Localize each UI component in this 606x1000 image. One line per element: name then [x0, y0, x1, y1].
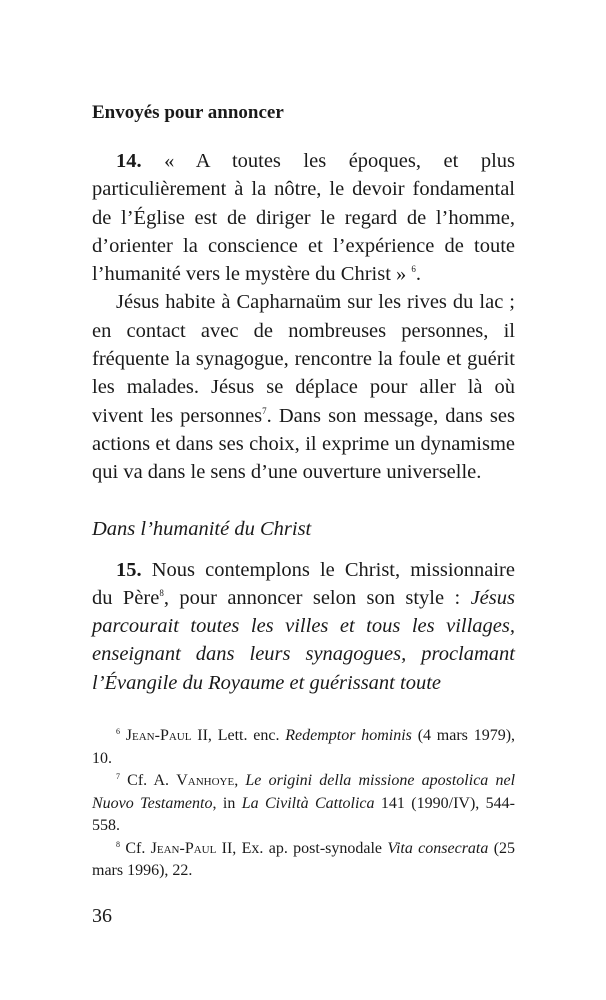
- page-number: 36: [92, 905, 112, 927]
- footnote-title: Le origini della missione apostolica nel Nuovo Testamento: [92, 772, 516, 812]
- footnote-text: ,: [234, 772, 246, 790]
- paragraph-text: . Dans son message, dans ses actions et dans ses choix, il exprime un dynamisme qui va dans le sens d’une ouverture universelle.: [92, 404, 515, 484]
- footnote-text: (4 mars 1979), 10.: [92, 727, 516, 767]
- gospel-quote: Jésus parcourait toutes les villes et tous les villages, enseignant dans leurs synagogues, proclamant l’Évangile du Royaume et guérissant toute: [92, 586, 515, 694]
- footnote-mark: 7: [116, 772, 120, 782]
- footnote-text: Cf. A.: [120, 772, 177, 790]
- footnote-text: II, Lett. enc.: [191, 727, 286, 745]
- paragraph-text: .: [415, 263, 422, 286]
- footnote-reference[interactable]: 8: [159, 587, 164, 598]
- page-content: [92, 99, 515, 883]
- footnote-8: [92, 838, 515, 883]
- footnote-title: Redemptor hominis: [285, 727, 412, 745]
- footnote-author: Jean-Paul: [125, 727, 192, 745]
- footnote-7: [92, 770, 515, 838]
- paragraph-14-continued: [92, 288, 515, 486]
- subheading: Dans l’humanité du Christ: [92, 517, 312, 540]
- paragraph-text: « A toutes les époques, et plus particulièrement à la nôtre, le devoir fondamental de l’Église est de diriger le regard de l’homme, d’orienter la conscience et l’expérience de toute l’humanité vers le mystère du Christ »: [92, 150, 515, 286]
- footnote-6: [92, 725, 515, 770]
- paragraph-text: Nous contemplons le Christ, missionnaire du Père: [92, 558, 515, 609]
- footnote-text: , in: [212, 794, 242, 812]
- footnote-text: (25 mars 1996), 22.: [92, 839, 516, 880]
- footnote-journal: La Civiltà Cattolica: [241, 794, 375, 812]
- footnote-title: Vita consecrata: [387, 839, 489, 857]
- footnote-mark: 8: [116, 839, 120, 849]
- paragraph-15: [92, 556, 515, 697]
- paragraph-text: Jésus habite à Capharnaüm sur les rives du lac ; en contact avec de nombreuses personnes, il fréquente la synagogue, rencontre la foule et guérit les malades. Jésus se déplace pour aller là où vivent les personnes: [92, 291, 515, 427]
- footnotes: [92, 725, 515, 883]
- paragraph-number: 14.: [116, 150, 142, 172]
- footnote-author: Vanhoye: [176, 772, 235, 790]
- footnote-reference[interactable]: 7: [262, 405, 267, 416]
- footnote-reference[interactable]: 6: [411, 264, 416, 275]
- section-heading: Envoyés pour annoncer: [92, 102, 284, 123]
- footnote-text: 141 (1990/IV), 544-558.: [92, 794, 516, 835]
- footnote-text: Cf.: [120, 839, 151, 857]
- footnote-mark: 6: [116, 727, 120, 737]
- footnote-text: II, Ex. ap. post-synodale: [216, 839, 388, 857]
- paragraph-number: 15.: [116, 558, 142, 581]
- paragraph-text: , pour annoncer selon son style :: [163, 586, 471, 609]
- footnote-author: Jean-Paul: [150, 839, 217, 857]
- paragraph-14: [92, 147, 515, 288]
